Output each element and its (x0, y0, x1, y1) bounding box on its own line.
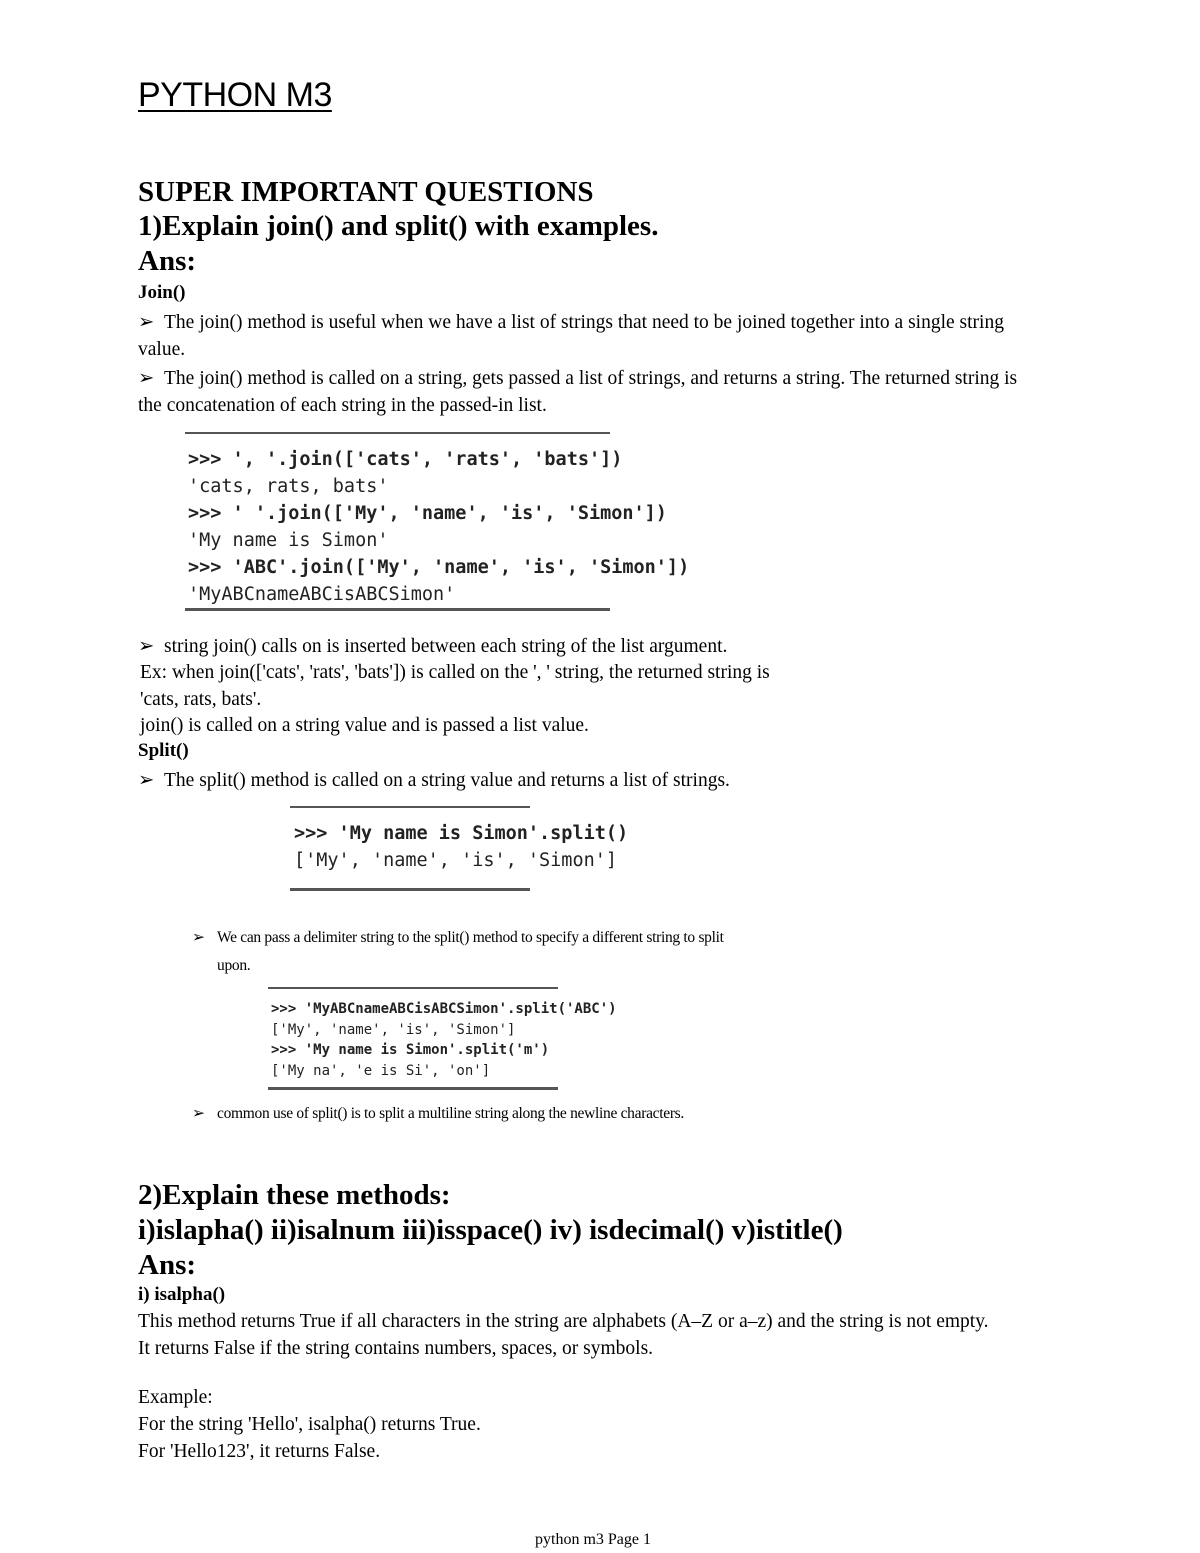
code-line: ['My na', 'e is Si', 'on'] (271, 1062, 491, 1079)
code-line: 'MyABCnameABCisABCSimon' (188, 584, 456, 605)
section-heading: SUPER IMPORTANT QUESTIONS (138, 176, 594, 208)
code-line: >>> 'My name is Simon'.split() (294, 823, 629, 844)
split-paragraph-2-cont: upon. (217, 957, 251, 974)
bullet-icon: ➢ (138, 368, 155, 389)
code-line: >>> 'My name is Simon'.split('m') (271, 1042, 550, 1058)
question-1: 1)Explain join() and split() with examples. (138, 210, 659, 242)
isalpha-description: This method returns True if all characters in the string are alphabets (A–Z or a–z) and the string is not empty. It returns False if the string contains numbers, spaces, or symbols. (138, 1311, 989, 1359)
split-paragraph-3: ➢ common use of split() is to split a multiline string along the newline characters. (192, 1105, 684, 1122)
answer-label-2: Ans: (138, 1249, 197, 1281)
page-footer: python m3 Page 1 (535, 1531, 651, 1548)
join-code-snippet (185, 432, 690, 611)
bullet-icon: ➢ (138, 636, 155, 657)
code-line: >>> ' '.join(['My', 'name', 'is', 'Simon']) (188, 503, 667, 524)
join-paragraph-3: ➢ string join() calls on is inserted between each string of the list argument. (138, 633, 727, 660)
bullet-icon: ➢ (138, 312, 155, 333)
code-line: 'cats, rats, bats' (188, 476, 389, 497)
bullet-icon: ➢ (192, 929, 205, 946)
code-line: >>> ', '.join(['cats', 'rats', 'bats']) (188, 449, 623, 470)
isalpha-example: Example: For the string 'Hello', isalpha() returns True. For 'Hello123', it returns False. (138, 1387, 481, 1462)
join-paragraph-2: ➢ The join() method is called on a string, gets passed a list of strings, and returns a string. The returned string is the concatenation of each string in the passed-in list. (138, 365, 1017, 419)
code-line: >>> 'MyABCnameABCisABCSimon'.split('ABC') (271, 1001, 617, 1017)
answer-label-1: Ans: (138, 245, 197, 277)
bullet-icon: ➢ (192, 1105, 205, 1122)
code-line: >>> 'ABC'.join(['My', 'name', 'is', 'Simon']) (188, 557, 690, 578)
split-code-snippet-1 (290, 806, 629, 891)
split-code-snippet-2 (268, 987, 617, 1090)
join-heading: Join() (138, 282, 186, 303)
split-paragraph-2: ➢ We can pass a delimiter string to the split() method to specify a different string to split (192, 929, 724, 946)
question-2-methods: i)islapha() ii)isalnum iii)isspace() iv) isdecimal() v)istitle() (138, 1214, 843, 1246)
page-title: PYTHON M3 (138, 76, 332, 114)
join-paragraph-5: join() is called on a string value and is passed a list value. (140, 715, 589, 736)
code-line: ['My', 'name', 'is', 'Simon'] (294, 850, 618, 871)
join-example: Ex: when join(['cats', 'rats', 'bats']) is called on the ', ' string, the returned string is 'cats, rats, bats'. (140, 662, 770, 710)
code-line: 'My name is Simon' (188, 530, 389, 551)
isalpha-heading: i) isalpha() (138, 1284, 226, 1305)
question-2: 2)Explain these methods: (138, 1179, 451, 1211)
split-heading: Split() (138, 740, 189, 761)
code-line: ['My', 'name', 'is', 'Simon'] (271, 1021, 516, 1038)
split-paragraph-1: ➢ The split() method is called on a string value and returns a list of strings. (138, 767, 730, 794)
bullet-icon: ➢ (138, 770, 155, 791)
join-paragraph-1: ➢ The join() method is useful when we have a list of strings that need to be joined together into a single string value. (138, 309, 1004, 363)
